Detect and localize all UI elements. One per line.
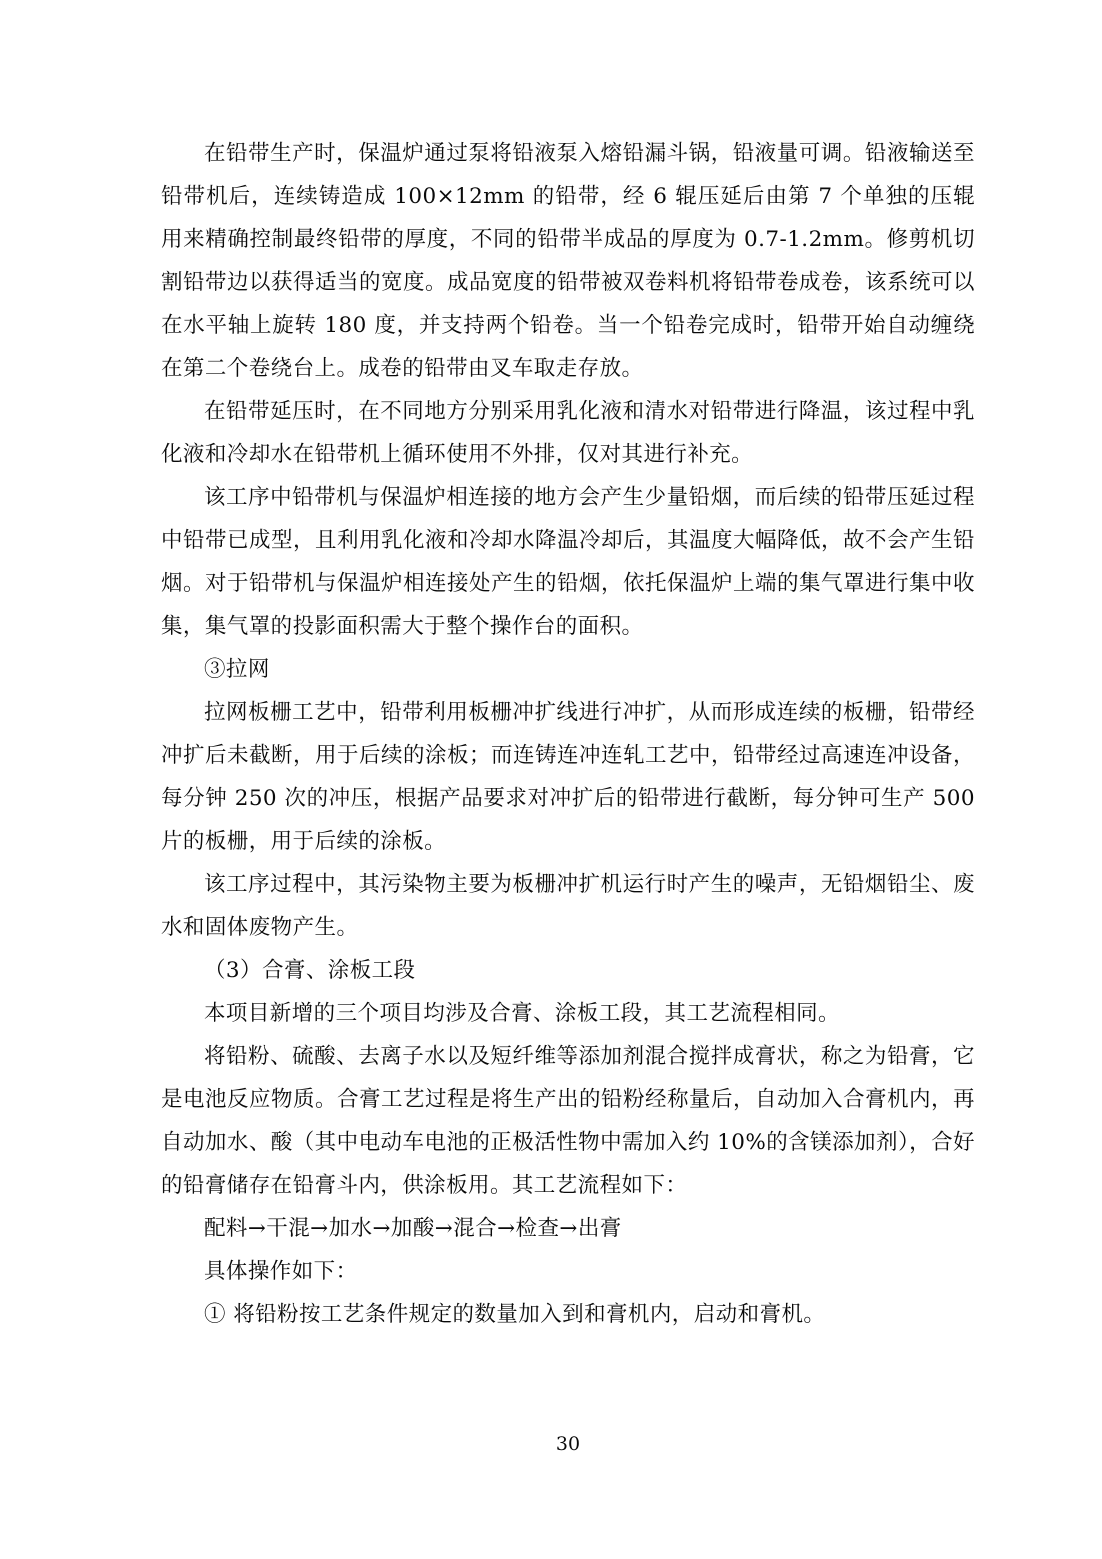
paragraph-mesh-grid-process: 拉网板栅工艺中，铅带利用板栅冲扩线进行冲扩，从而形成连续的板栅，铅带经冲扩后未截断，用于后续的涂板；而连铸连冲连轧工艺中，铅带经过高速连冲设备，每分钟 250 次的冲压，根据产品要求对冲扩后的铅带进行截断，每分钟可生产 500 片的板栅，用于后续的涂板。 — [161, 700, 975, 854]
paragraph-operation-step-1: ① 将铅粉按工艺条件规定的数量加入到和膏机内，启动和膏机。 — [204, 1302, 826, 1327]
heading-expanding-mesh: ③拉网 — [204, 657, 270, 682]
text-block — [161, 132, 975, 1336]
paragraph-paste-mixing-description: 将铅粉、硫酸、去离子水以及短纤维等添加剂混合搅拌成膏状，称之为铅膏，它是电池反应物质。合膏工艺过程是将生产出的铅粉经称量后，自动加入合膏机内，再自动加水、酸（其中电动车电池的正极活性物中需加入约 10%的含镁添加剂），合好的铅膏储存在铅膏斗内，供涂板用。其工艺流程如下： — [161, 1044, 975, 1198]
paragraph-lead-fume-collection: 该工序中铅带机与保温炉相连接的地方会产生少量铅烟，而后续的铅带压延过程中铅带已成型，且利用乳化液和冷却水降温冷却后，其温度大幅降低，故不会产生铅烟。对于铅带机与保温炉相连接处产生的铅烟，依托保温炉上端的集气罩进行集中收集，集气罩的投影面积需大于整个操作台的面积。 — [161, 485, 975, 639]
paragraph-mesh-pollutants: 该工序过程中，其污染物主要为板栅冲扩机运行时产生的噪声，无铅烟铅尘、废水和固体废物产生。 — [161, 872, 975, 940]
paragraph-operations-intro: 具体操作如下： — [204, 1259, 358, 1284]
paragraph-lead-strip-production: 在铅带生产时，保温炉通过泵将铅液泵入熔铅漏斗锅，铅液量可调。铅液输送至铅带机后，连续铸造成 100×12mm 的铅带，经 6 辊压延后由第 7 个单独的压辊用来精确控制最终铅带的厚度，不同的铅带半成品的厚度为 0.7-1.2mm。修剪机切割铅带边以获得适当的宽度。成品宽度的铅带被双卷料机将铅带卷成卷，该系统可以在水平轴上旋转 180 度，并支持两个铅卷。当一个铅卷完成时，铅带开始自动缠绕在第二个卷绕台上。成卷的铅带由叉车取走存放。 — [161, 141, 975, 381]
paragraph-process-flow: 配料→干混→加水→加酸→混合→检查→出膏 — [204, 1216, 622, 1241]
paragraph-projects-involved: 本项目新增的三个项目均涉及合膏、涂板工段，其工艺流程相同。 — [204, 1001, 840, 1026]
heading-paste-mixing-coating-section: （3）合膏、涂板工段 — [204, 958, 416, 983]
paragraph-cooling-process: 在铅带延压时，在不同地方分别采用乳化液和清水对铅带进行降温，该过程中乳化液和冷却水在铅带机上循环使用不外排，仅对其进行补充。 — [161, 399, 975, 467]
page-number: 30 — [555, 1433, 581, 1455]
